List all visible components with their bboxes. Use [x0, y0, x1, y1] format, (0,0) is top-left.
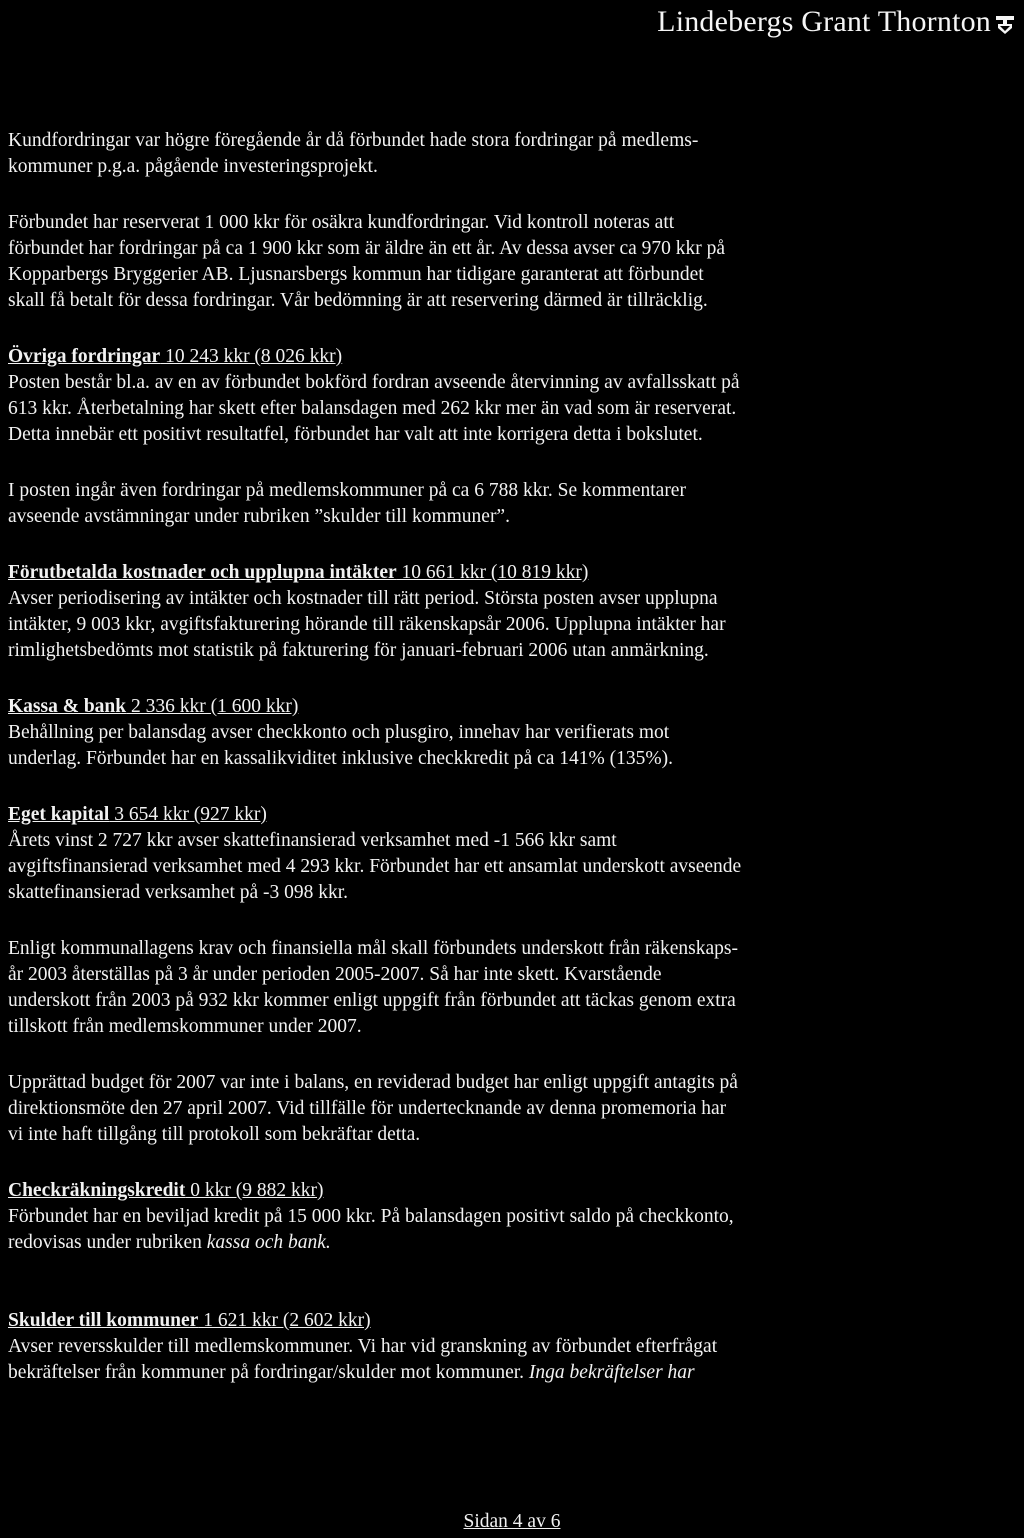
grant-thornton-logo-icon: [994, 12, 1016, 34]
text-line: skattefinansierad verksamhet på -3 098 kkr.: [8, 882, 349, 903]
section-title: Förutbetalda kostnader och upplupna intäkter: [8, 562, 397, 583]
text-line: avgiftsfinansierad verksamhet med 4 293 kkr. Förbundet har ett ansamlat underskott avseende: [8, 856, 742, 877]
text-line: Enligt kommunallagens krav och finansiella mål skall förbundets underskott från räkenskaps-: [8, 938, 738, 959]
forutbetalda-paragraph-1: [8, 586, 1014, 664]
page-footer: [0, 1510, 1024, 1534]
text-line: tillskott från medlemskommuner under 2007.: [8, 1016, 362, 1037]
section-heading-skulder-till-kommuner: [8, 1308, 1014, 1334]
text-line: Behållning per balansdag avser checkkonto och plusgiro, innehav har verifierats mot: [8, 722, 670, 743]
text-line: Kundfordringar var högre föregående år då förbundet hade stora fordringar på medlems-: [8, 130, 699, 151]
text-line: Detta innebär ett positivt resultatfel, förbundet har valt att inte korrigera detta i bokslutet.: [8, 424, 703, 445]
section-amount: 10 661 kkr (10 819 kkr): [396, 562, 589, 583]
text-line: redovisas under rubriken: [8, 1232, 207, 1253]
section-heading-checkrakningskredit: [8, 1178, 1014, 1204]
section-amount: 10 243 kkr (8 026 kkr): [160, 346, 343, 367]
text-line: Avser reversskulder till medlemskommuner. Vi har vid granskning av förbundet efterfrågat: [8, 1336, 718, 1357]
section-title: Kassa & bank: [8, 696, 127, 717]
eget-paragraph-3: [8, 1070, 1014, 1148]
emphasis-text: Inga bekräftelser har: [528, 1362, 695, 1383]
kassa-paragraph-1: [8, 720, 1014, 772]
eget-paragraph-2: [8, 936, 1014, 1040]
text-line: kommuner p.g.a. pågående investeringsprojekt.: [8, 156, 378, 177]
section-amount: 2 336 kkr (1 600 kkr): [126, 696, 299, 717]
text-line: 613 kkr. Återbetalning har skett efter balansdagen med 262 kkr mer än vad som är reserverat.: [8, 398, 737, 419]
section-heading-ovriga-fordringar: [8, 344, 1014, 370]
emphasis-text: kassa och bank.: [206, 1232, 331, 1253]
section-title: Övriga fordringar: [8, 346, 161, 367]
text-line: bekräftelser från kommuner på fordringar/skulder mot kommuner.: [8, 1362, 529, 1383]
section-amount: 3 654 kkr (927 kkr): [109, 804, 267, 825]
section-title: Checkräkningskredit: [8, 1180, 186, 1201]
text-line: underlag. Förbundet har en kassalikviditet inklusive checkkredit på ca 141% (135%).: [8, 748, 673, 769]
company-name: Lindebergs Grant Thornton: [657, 5, 991, 38]
text-line: I posten ingår även fordringar på medlemskommuner på ca 6 788 kkr. Se kommentarer: [8, 480, 686, 501]
section-amount: 1 621 kkr (2 602 kkr): [198, 1310, 371, 1331]
text-line: skall få betalt för dessa fordringar. Vår bedömning är att reservering därmed är tillräcklig.: [8, 290, 708, 311]
ovriga-paragraph-1: [8, 370, 1014, 448]
section-heading-eget-kapital: [8, 802, 1014, 828]
kundfordringar-paragraph-2: [8, 210, 1014, 314]
text-line: Förbundet har en beviljad kredit på 15 000 kkr. På balansdagen positivt saldo på checkkonto,: [8, 1206, 734, 1227]
section-amount: 0 kkr (9 882 kkr): [185, 1180, 324, 1201]
text-line: Upprättad budget för 2007 var inte i balans, en reviderad budget har enligt uppgift antagits på: [8, 1072, 738, 1093]
page-number: Sidan 4 av 6: [463, 1511, 561, 1532]
text-line: vi inte haft tillgång till protokoll som bekräftar detta.: [8, 1124, 421, 1145]
text-line: intäkter, 9 003 kkr, avgiftsfakturering hörande till räkenskapsår 2006. Upplupna intäkter har: [8, 614, 726, 635]
ovriga-paragraph-2: [8, 478, 1014, 530]
section-title: Eget kapital: [8, 804, 110, 825]
skulder-paragraph-1: [8, 1334, 1014, 1386]
check-paragraph-1: [8, 1204, 1014, 1256]
eget-paragraph-1: [8, 828, 1014, 906]
text-line: rimlighetsbedömts mot statistik på fakturering för januari-februari 2006 utan anmärkning.: [8, 640, 709, 661]
section-title: Skulder till kommuner: [8, 1310, 199, 1331]
text-line: Förbundet har reserverat 1 000 kkr för osäkra kundfordringar. Vid kontroll noteras att: [8, 212, 675, 233]
text-line: underskott från 2003 på 932 kkr kommer enligt uppgift från förbundet att täckas genom extra: [8, 990, 736, 1011]
kundfordringar-paragraph-1: [8, 128, 1014, 180]
text-line: Avser periodisering av intäkter och kostnader till rätt period. Största posten avser upplupna: [8, 588, 718, 609]
text-line: förbundet har fordringar på ca 1 900 kkr som är äldre än ett år. Av dessa avser ca 970 kkr på: [8, 238, 726, 259]
text-line: direktionsmöte den 27 april 2007. Vid tillfälle för undertecknande av denna promemoria har: [8, 1098, 727, 1119]
section-heading-forutbetalda: [8, 560, 1014, 586]
text-line: Kopparbergs Bryggerier AB. Ljusnarsbergs kommun har tidigare garanterat att förbundet: [8, 264, 704, 285]
text-line: avseende avstämningar under rubriken ”skulder till kommuner”.: [8, 506, 510, 527]
document-body: [8, 128, 1014, 1386]
text-line: Årets vinst 2 727 kkr avser skattefinansierad verksamhet med -1 566 kkr samt: [8, 830, 617, 851]
page-header: [657, 0, 1016, 44]
text-line: Posten består bl.a. av en av förbundet bokförd fordran avseende återvinning av avfallsskatt på: [8, 372, 740, 393]
section-heading-kassa-bank: [8, 694, 1014, 720]
text-line: år 2003 återställas på 3 år under perioden 2005-2007. Så har inte skett. Kvarstående: [8, 964, 662, 985]
